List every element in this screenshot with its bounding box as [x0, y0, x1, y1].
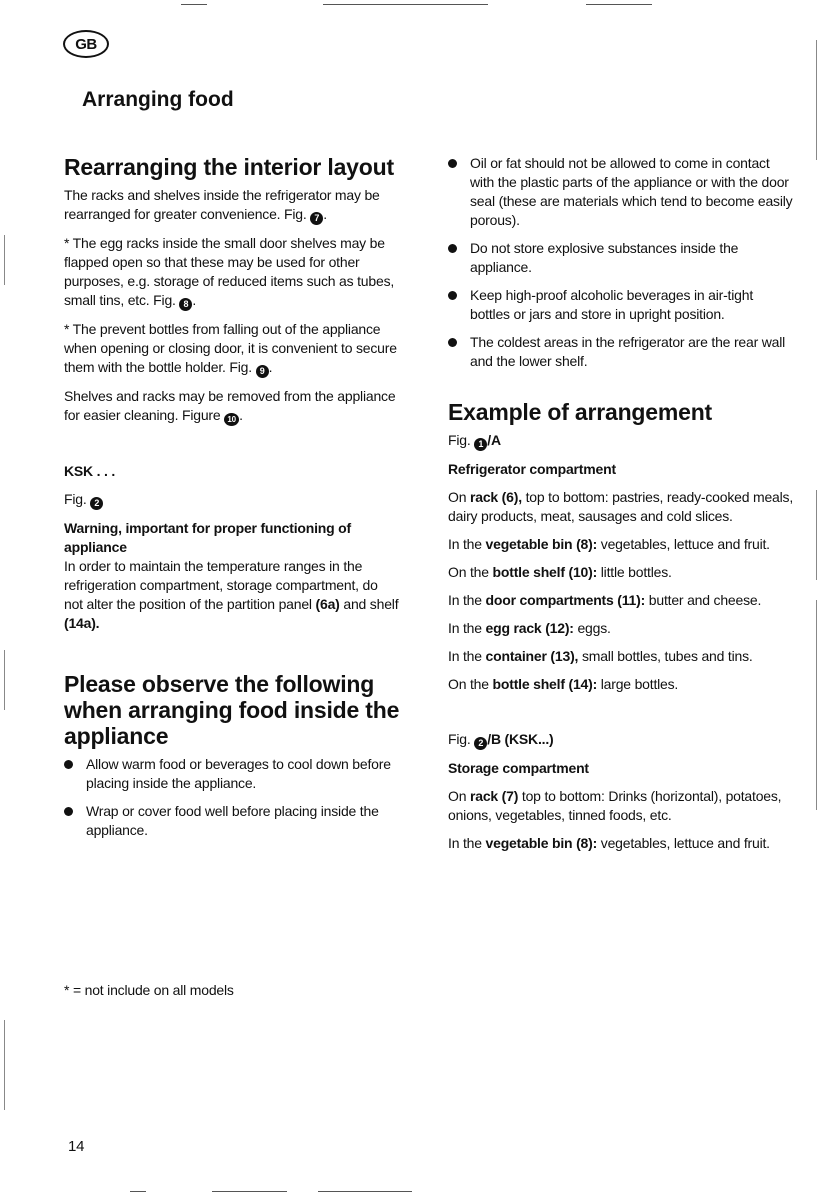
paragraph-rearrange: The racks and shelves inside the refrigerator may be rearranged for greater convenience. Fig. 7 .: [64, 187, 380, 223]
language-badge-label: GB: [75, 35, 97, 53]
scan-line: [816, 490, 817, 580]
page-title: Arranging food: [82, 88, 234, 111]
paragraph-text: * The prevent bottles from falling out of the appliance when opening or closing door, it is convenient to secure them with the bottle holder. Fig.: [64, 321, 397, 375]
scan-line: [323, 4, 488, 5]
warning-heading: Warning, important for proper functioning of appliance: [64, 520, 351, 555]
figure-number-icon: 2: [90, 497, 103, 510]
list-item: In the vegetable bin (8): vegetables, lettuce and fruit.: [448, 536, 770, 552]
refrigerator-compartment-heading: Refrigerator compartment: [448, 461, 616, 477]
paragraph-cleaning: Shelves and racks may be removed from the appliance for easier cleaning. Figure 10 .: [64, 388, 396, 424]
scan-line: [212, 1191, 287, 1192]
figure-number-icon: 7: [310, 212, 323, 225]
food-bullet-list: [448, 154, 794, 371]
warning-text: [64, 557, 400, 633]
list-item: Keep high-proof alcoholic beverages in air-tight bottles or jars and store in upright position.: [448, 286, 794, 324]
figure-number-icon: 9: [256, 365, 269, 378]
figure-number-icon: 10: [224, 413, 239, 426]
section-heading-observe: Please observe the following when arranging food inside the appliance: [64, 671, 400, 749]
section-heading-example: Example of arrangement: [448, 399, 713, 425]
right-column: [448, 154, 794, 853]
figure-suffix: /A: [487, 432, 501, 448]
figure-ref-b: [448, 730, 794, 750]
list-item: Wrap or cover food well before placing inside the appliance.: [64, 802, 400, 840]
list-item: Allow warm food or beverages to cool down before placing inside the appliance.: [64, 755, 400, 793]
ksk-figure-ref: [64, 490, 400, 510]
paragraph-text: The racks and shelves inside the refrigerator may be rearranged for greater convenience. Fig.: [64, 187, 380, 222]
section-heading-rearranging: Rearranging the interior layout: [64, 154, 394, 180]
figure-number-icon: 2: [474, 737, 487, 750]
list-item: Oil or fat should not be allowed to come in contact with the plastic parts of the appliance or with the door seal (these are materials which tend to become easily porous).: [448, 154, 794, 230]
scan-line: [4, 235, 5, 285]
storage-compartment-heading: Storage compartment: [448, 760, 589, 776]
page-number: 14: [68, 1138, 85, 1155]
footnote: * = not include on all models: [64, 982, 234, 998]
figure-suffix: /B (KSK...): [487, 731, 554, 747]
paragraph-text: * The egg racks inside the small door shelves may be flapped open so that these may be used for other purposes, e.g. storage of reduced items such as tubes, small tins, etc. Fig.: [64, 235, 395, 308]
scan-line: [4, 1020, 5, 1110]
figure-label: Fig.: [448, 432, 471, 448]
scan-line: [816, 600, 817, 810]
paragraph-egg-racks: * The egg racks inside the small door shelves may be flapped open so that these may be used for other purposes, e.g. storage of reduced items such as tubes, small tins, etc. Fig. 8 .: [64, 235, 395, 309]
scan-line: [130, 1191, 146, 1192]
figure-number-icon: 8: [179, 298, 192, 311]
scan-line: [816, 40, 817, 160]
warning-text-part: In order to maintain the temperature ranges in the refrigeration compartment, storage compartment, do not alter the position of the partition panel: [64, 558, 378, 612]
paragraph-text: Shelves and racks may be removed from the appliance for easier cleaning. Figure: [64, 388, 396, 423]
list-item: In the door compartments (11): butter and cheese.: [448, 592, 762, 608]
list-item: On rack (6), top to bottom: pastries, ready-cooked meals, dairy products, meat, sausages and cold slices.: [448, 489, 794, 524]
figure-label: Fig.: [448, 731, 471, 747]
list-item: Do not store explosive substances inside the appliance.: [448, 239, 794, 277]
list-item: On rack (7) top to bottom: Drinks (horizontal), potatoes, onions, vegetables, tinned foods, etc.: [448, 788, 782, 823]
list-item: In the vegetable bin (8): vegetables, lettuce and fruit.: [448, 835, 770, 851]
list-item: In the egg rack (12): eggs.: [448, 620, 611, 636]
list-item: The coldest areas in the refrigerator are the rear wall and the lower shelf.: [448, 333, 794, 371]
list-item: In the container (13), small bottles, tubes and tins.: [448, 648, 753, 664]
scan-line: [181, 4, 207, 5]
figure-number-icon: 1: [474, 438, 487, 451]
warning-text-part: and shelf: [343, 596, 399, 612]
scan-line: [586, 4, 652, 5]
ksk-heading: KSK . . .: [64, 463, 116, 479]
scan-line: [318, 1191, 412, 1192]
warning-bold-part: (14a).: [64, 615, 100, 631]
figure-label: Fig.: [64, 491, 87, 507]
paragraph-bottle-holder: * The prevent bottles from falling out of the appliance when opening or closing door, it is convenient to secure them with the bottle holder. Fig. 9 .: [64, 321, 397, 376]
list-item: On the bottle shelf (14): large bottles.: [448, 676, 679, 692]
left-column: [64, 154, 400, 849]
list-item: On the bottle shelf (10): little bottles.: [448, 564, 672, 580]
scan-line: [4, 650, 5, 710]
figure-ref-a: [448, 431, 794, 451]
observe-bullet-list: [64, 755, 400, 840]
language-badge: [63, 30, 109, 58]
warning-bold-part: (6a): [315, 596, 340, 612]
